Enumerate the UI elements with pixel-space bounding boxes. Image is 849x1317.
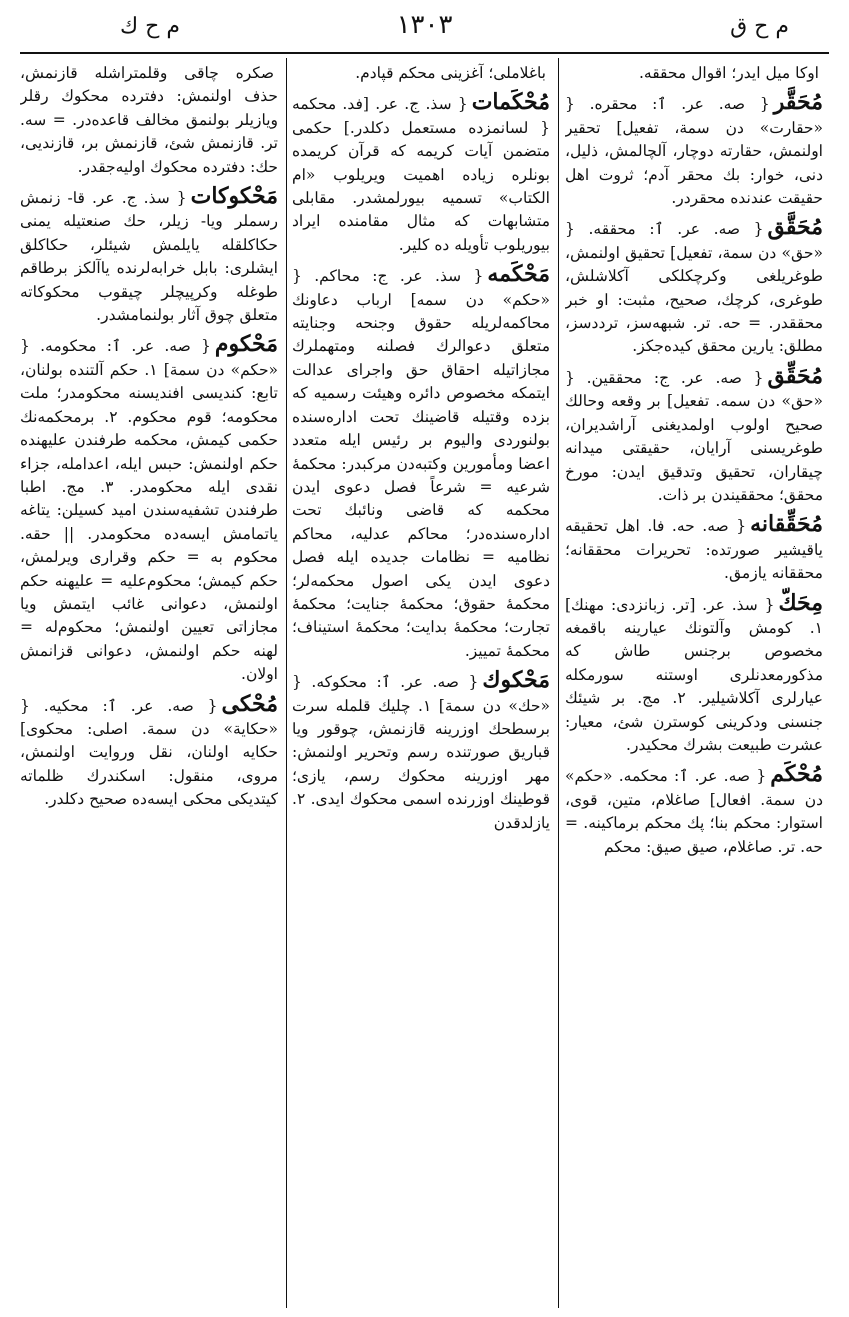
dictionary-entry — [292, 263, 550, 663]
entry-text: اوكا ميل ايدر؛ اقوال محققه. — [638, 64, 819, 82]
entry-text: { صه. عر. ٱ: محكيه. { «حكاية» دن سمة. اصلى: محكوى] حكايه اولنان، نقل وروايت اولنمش، مروى، منقول: اسكندرك ظلماته كيتديكى محكى ايسه‌ده صحيح دكلدر. — [20, 696, 278, 809]
dictionary-entry — [292, 91, 550, 257]
entry-text: { سذ. ج. عر. قا- زنمش رسملر ويا- زيلر، حك صنعتيله يمنى حكاكلقله يايلمش شيئلر، حكاكلق ايشلرى: بابل خرابه‌لرنده ياآلكز برطاقم طوغله وكرپيچلر چيقوب محكوكاته متعلق چوق آثار بولنمامشدر. — [20, 189, 278, 325]
header-left-letters: م ح ك — [120, 14, 180, 39]
dictionary-entry — [20, 690, 278, 812]
page-number: ١٣٠٣ — [396, 10, 453, 40]
dictionary-entry — [20, 333, 278, 686]
entry-headword: مَحْكوكات — [190, 183, 278, 210]
entry-text: { سذ. ج. عر. [فد. محكمه { لسانمزده مستعمل دكلدر.] حكمى متضمن آيات كريمه كه قرآن كريمده بونلره زياده اهميت ويريلوب «ام الكتاب» تسميه بيورلمشدر. مقابلى متشابهات كه مثال مقامنده ايراد بيوريلوب تأويله ده كلير. — [292, 95, 550, 254]
column-divider — [286, 58, 287, 1308]
dictionary-entry — [20, 185, 278, 327]
entry-text: { صه. عر. ٱ: محكومه. { «حكم» دن سمة] ١. حكم آلتنده بولنان، تابع: كنديسى افنديسنه محكومدر؛ ملت محكومه؛ قوم محكوم. ٢. برمحكمه‌نك حكمى كيمش، محكمه طرفندن عليهنده حكم اولنمش: حبس ايله، اعدامله، جزاء نقدى ايله محكومدر. ٣. مج. اطبا طرفندن تشفيه‌سندن اميد كسيلن: يتاغه ياتمامش ايسه‌ده محكومدر. || حقه. محكوم به = حكم وقرارى ويرلمش، حكم كيمش؛ محكوم‌عليه = عليهنه حكم اولنمش، دعوانى غائب ايتمش ويا مجازاتى تعيين اولنمش؛ محكوم‌له = لهنه حكم اولنمش، دعوانى قزانمش اولان. — [20, 337, 278, 684]
entry-text: باغلاملى؛ آغزينى محكم قپادم. — [355, 64, 546, 82]
entry-text: { صه. عر. ٱ: محكمه. «حكم» دن سمة. افعال] صاغلام، متين، قوى، استوار: محكم بنا؛ پك محكم برماكينه. = حه. تر. صاغلام، صيق صيق: محكم — [565, 767, 823, 856]
dictionary-entry — [565, 60, 823, 85]
entry-headword: مَحْكوم — [214, 331, 278, 358]
column-right — [565, 60, 823, 1305]
entry-text: { صه. عر. ٱ: محققه. { «حق» دن سمة، تفعيل] تحقيق اولنمش، طوغريلغى وكرچكلكى آكلاشلش، طوغرى، كرچك، صحيح، مثبت: او خبر محققدر. = حه. تر. شبهه‌سز، ترددسز، مطلق: يارين محقق كيده‌جكز. — [565, 220, 823, 356]
entry-headword: مُحْكَم — [770, 761, 823, 788]
entry-headword: مُحَقَّر — [773, 89, 823, 116]
entry-text: صكره چاقى وقلمتراشله قازنمش، حذف اولنمش: دفترده محكوك رقلر ويازيلر بولنمق مخالف قاعده‌در. = سه. تر. قازنمش شئ، قازنمش بر، قازنديى، حك: دفترده محكوك اوليه‌جقدر. — [20, 64, 278, 176]
dictionary-entry — [565, 216, 823, 358]
entry-text: { صه. عر. ٱ: محكوكه. { «حك» دن سمة] ١. چليك قلمله سرت برسطحك اوزرينه قازنمش، چوقور ويا قباريق صورتنده رسم وتحرير اولنمش: مهر اوزرينه محكوك رسم، يازى؛ قوطينك اوزرنده اسمى محكوك ايدى. ٢. يازلدقدن — [292, 673, 550, 832]
column-left — [20, 60, 278, 1305]
entry-headword: مُحْكَمات — [471, 89, 550, 116]
dictionary-entry — [20, 60, 278, 179]
entry-text: { صه. حه. فا. اهل تحقيقه ياقيشير صورتده: تحريرات محققانه؛ محققانه يازمق. — [565, 517, 823, 583]
dictionary-entry — [565, 763, 823, 859]
entry-text: { صه. عر. ج: محققين. { «حق» دن سمه. تفعيل] بر وقعه وحالك صحيح اولوب اولمديغنى آراشديران، طوغريسنى آرايان، حقيقتى ميدانه چيقاران، تحقيق وتدقيق ايدن: مورخ محقق؛ محققيندن بر ذات. — [565, 368, 823, 504]
column-middle — [292, 60, 550, 1305]
entry-headword: مُحَقَّق — [767, 214, 823, 241]
entry-headword: مُحَقِّقانه — [750, 511, 823, 538]
dictionary-entry — [565, 362, 823, 507]
dictionary-entry — [565, 589, 823, 758]
dictionary-entry — [292, 60, 550, 85]
header-right-letters: م ح ق — [730, 14, 789, 39]
column-divider — [558, 58, 559, 1308]
entry-text: { سذ. عر. [تر. زبانزدى: مهنك] ١. كومش وآلتونك عيارينه باقمغه مخصوص برجنس طاش كه مذكورمعدنلرى اوستنه سورمكله عيارلرى آكلاشيلير. ٢. مج. بر شيئك جنسنى ودكرينى كوسترن شئ، معيار: عشرت طبيعت بشرك محكيدر. — [565, 595, 823, 754]
page-header — [20, 8, 829, 48]
entry-headword: مُحْكى — [221, 690, 278, 717]
entry-headword: مُحَقِّق — [767, 362, 823, 389]
dictionary-entry — [565, 513, 823, 585]
header-rule — [20, 52, 829, 54]
dictionary-entry — [565, 91, 823, 210]
dictionary-entry — [292, 669, 550, 835]
entry-headword: مِحَكّ — [778, 589, 823, 616]
entry-text: { سذ. عر. ج: محاكم. { «حكم» دن سمه] ارباب دعاونك محاكمه‌لريله حقوق وجنحه وجنايته متعلق دعوالرك فصلنه ومتهملرك مجازاتيله احقاق حق واجراى عدالت ايتمكه مخصوص دائره وهيئت رسميه كه بزده وقتيله قاضينك تحت اداره‌سنده بولنوردى واليوم بر رئيس ايله متعدد اعضا ومأمورين وكتبه‌دن مركبدر: محكمهٔ شرعيه = شرعاً فصل دعوى ايدن محكمه كه قاضى ونائبك تحت اداره‌سنده‌در؛ محاكم عدليه، محاكم نظاميه = نظامات جديده ايله فصل دعوى ايدن يكى اصول محكمه‌لر؛ محكمهٔ حقوق؛ محكمهٔ جنايت؛ محكمهٔ تجارت؛ محكمهٔ بدايت؛ محكمهٔ استيناف؛ محكمهٔ تمييز. — [292, 267, 550, 660]
entry-text: { صه. عر. ٱ: محقره. { «حقارت» دن سمة، تفعيل] تحقير اولنمش، حقارته دوچار، آلچالمش، ذليل، دنى، خوار: بك محقر آدم؛ ثروت اهل حقيقت عندنده محقردر. — [565, 95, 823, 208]
entry-headword: مَحْكوك — [482, 667, 550, 694]
entry-headword: مَحْكَمه — [487, 261, 550, 288]
